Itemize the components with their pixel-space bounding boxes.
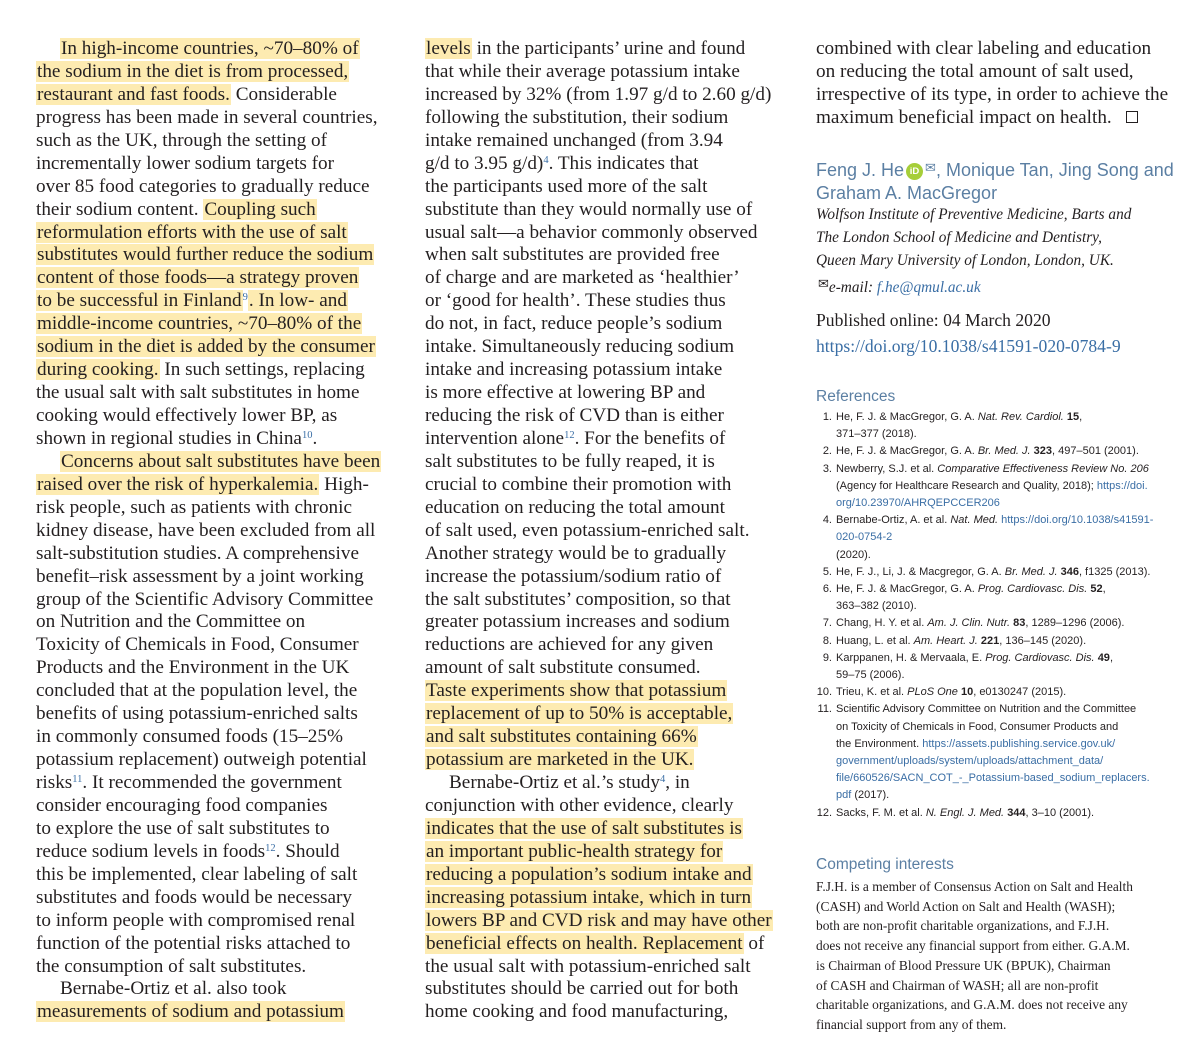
text-line <box>36 107 402 130</box>
text-line <box>36 382 402 405</box>
highlighted-text: reducing a population’s sodium intake and <box>426 863 752 885</box>
text-span: conjunction with other evidence, clearly <box>425 794 734 816</box>
affiliation-line: Queen Mary University of London, London, UK. <box>816 252 1114 269</box>
affiliation-line: Wolfson Institute of Preventive Medicine, Barts and <box>816 206 1132 223</box>
text-span: home cooking and food manufacturing, <box>425 1001 729 1023</box>
text-line <box>425 795 791 818</box>
text-line <box>425 772 791 795</box>
text-span: reducing the risk of CVD than is either <box>425 405 724 426</box>
text-span: on reducing the total amount of salt used, <box>816 60 1134 82</box>
text-line <box>425 61 791 84</box>
reference-link[interactable]: pdf <box>836 789 852 802</box>
text-line <box>425 38 791 61</box>
text-line <box>36 199 402 222</box>
text-line <box>425 382 791 405</box>
body-column-2 <box>425 38 791 1024</box>
text-span: that while their average potassium intake <box>425 60 740 82</box>
text-line <box>425 267 791 290</box>
reference-text: Bernabe-Ortiz, A. et al. Nat. Med. https://doi.org/10.1038/s41591- 020-0754-2 (2020). <box>836 514 1196 564</box>
text-line <box>36 566 402 589</box>
text-line <box>425 359 791 382</box>
text-span: increased by 32% (from 1.97 g/d to 2.60 g/d) <box>425 83 772 105</box>
text-line <box>36 634 402 657</box>
reference-number: 11. <box>817 703 832 716</box>
text-span: maximum beneficial impact on health. <box>816 106 1112 128</box>
highlighted-text: indicates that the use of salt substitutes is <box>426 817 743 839</box>
text-line <box>425 1001 791 1024</box>
text-line <box>36 153 402 176</box>
text-line <box>425 84 791 107</box>
text-span: the participants used more of the salt <box>425 175 708 197</box>
highlighted-text: . In low- and <box>248 290 347 312</box>
text-line <box>36 749 402 772</box>
text-span: Bernabe-Ortiz et al. also took <box>60 978 287 1000</box>
references-heading: References <box>816 388 896 405</box>
text-line <box>425 978 791 1001</box>
text-line <box>36 910 402 933</box>
reference-item <box>816 701 1196 804</box>
text-span: education on reducing the total amount <box>425 496 725 518</box>
highlighted-text: content of those foods—a strategy proven <box>37 267 359 289</box>
reference-link[interactable]: https://doi.org/10.1038/s41591- <box>1001 514 1154 527</box>
highlighted-text: raised over the risk of hyperkalemia. <box>37 473 319 495</box>
text-span: reduce sodium levels in foods <box>36 840 266 862</box>
text-line <box>425 956 791 979</box>
highlighted-text: lowers BP and CVD risk and may have other <box>426 909 772 931</box>
reference-number: 6. <box>822 583 832 596</box>
text-line <box>816 84 1186 107</box>
text-span: incrementally lower sodium targets for <box>36 152 335 174</box>
text-span: increase the potassium/sodium ratio of <box>425 565 722 587</box>
competing-interests-heading: Competing interests <box>816 856 954 873</box>
text-line <box>36 680 402 703</box>
email-label: e-mail: <box>828 279 877 296</box>
reference-number: 2. <box>822 445 832 458</box>
reference-text: He, F. J. & MacGregor, G. A. Nat. Rev. Cardiol. 15, 371–377 (2018). <box>836 411 1083 441</box>
text-span: do not, in fact, reduce people’s sodium <box>425 313 723 335</box>
competing-interests-line: is Chairman of Blood Pressure UK (BPUK), Chairman <box>816 957 1111 973</box>
text-line <box>425 726 791 749</box>
text-span: risk people, such as patients with chronic <box>36 496 352 518</box>
text-line <box>425 749 791 772</box>
text-line <box>36 61 402 84</box>
text-span: combined with clear labeling and education <box>816 38 1152 59</box>
highlighted-text: beneficial effects on health. Replacement <box>426 932 743 954</box>
reference-link[interactable]: https://assets.publishing.service.gov.uk/ <box>922 737 1116 750</box>
text-line <box>36 497 402 520</box>
text-span: , in <box>665 772 690 793</box>
text-line <box>425 405 791 428</box>
citation-link[interactable]: 10 <box>301 429 313 441</box>
text-line <box>36 1001 402 1024</box>
text-line <box>425 336 791 359</box>
text-line <box>36 543 402 566</box>
highlighted-text: the sodium in the diet is from processed, <box>37 60 349 82</box>
text-line <box>36 657 402 680</box>
highlighted-text: Concerns about salt substitutes have been <box>61 450 381 472</box>
text-span: of <box>743 932 765 954</box>
text-line <box>425 107 791 130</box>
author-name-he[interactable]: Feng J. He <box>816 160 905 180</box>
text-span: irrespective of its type, in order to achieve the <box>816 83 1169 105</box>
text-line <box>36 978 402 1001</box>
highlighted-text: middle-income countries, ~70–80% of the <box>37 313 362 335</box>
highlighted-text: In high-income countries, ~70–80% of <box>61 38 359 59</box>
reference-item <box>816 615 1196 632</box>
text-span: the salt substitutes’ composition, so that <box>425 588 731 610</box>
text-line <box>425 244 791 267</box>
text-span: intake and increasing potassium intake <box>425 359 723 381</box>
competing-interests-line: does not receive any financial support from either. G.A.M. <box>816 938 1130 954</box>
text-line <box>36 726 402 749</box>
reference-number: 1. <box>822 411 832 423</box>
text-line <box>425 566 791 589</box>
text-span: the usual salt with potassium-enriched salt <box>425 955 751 977</box>
text-span: salt-substitution studies. A comprehensive <box>36 542 359 564</box>
text-line <box>36 336 402 359</box>
reference-number: 12. <box>816 806 832 819</box>
text-span: the consumption of salt substitutes. <box>36 955 307 977</box>
text-line <box>36 290 402 313</box>
envelope-icon: ✉ <box>818 276 829 291</box>
reference-number: 7. <box>822 617 832 630</box>
text-line <box>425 497 791 520</box>
text-line <box>816 107 1186 130</box>
reference-text: He, F. J., Li, J. & Macgregor, G. A. Br. Med. J. 346, f1325 (2013). <box>836 565 1151 578</box>
highlighted-text: to be successful in Finland <box>37 290 242 312</box>
competing-interests-text <box>816 877 1196 1035</box>
text-span: usual salt—a behavior commonly observed <box>425 221 758 243</box>
reference-text: Chang, H. Y. et al. Am. J. Clin. Nutr. 83, 1289–1296 (2006). <box>836 617 1125 630</box>
reference-link[interactable]: org/10.23970/AHRQEPCCER206 <box>836 497 1000 510</box>
text-line <box>36 244 402 267</box>
text-span: risks <box>36 772 73 793</box>
competing-interests-line: of CASH and Chairman of WASH; all are non-profit <box>816 977 1099 993</box>
reference-text: He, F. J. & MacGregor, G. A. Br. Med. J. 323, 497–501 (2001). <box>836 445 1139 458</box>
highlighted-text: substitutes would further reduce the sodium <box>37 244 374 266</box>
text-line <box>425 910 791 933</box>
reference-number: 8. <box>822 634 832 647</box>
text-span: to inform people with compromised renal <box>36 909 356 931</box>
text-line <box>36 589 402 612</box>
highlighted-text: potassium are marketed in the UK. <box>426 749 694 771</box>
text-span: Toxicity of Chemicals in Food, Consumer <box>36 634 359 656</box>
text-span: salt substitutes to be fully reaped, it is <box>425 450 715 472</box>
text-line <box>36 176 402 199</box>
text-line <box>425 933 791 956</box>
citation-link[interactable]: 4 <box>660 774 666 785</box>
competing-interests-line: (CASH) and World Action on Salt and Health (WASH); <box>816 898 1116 914</box>
text-line <box>425 703 791 726</box>
text-line <box>425 451 791 474</box>
reference-item <box>816 409 1196 443</box>
text-span: kidney disease, have been excluded from all <box>36 519 376 541</box>
text-line <box>425 130 791 153</box>
highlighted-text: an important public-health strategy for <box>426 840 723 862</box>
highlighted-text: reformulation efforts with the use of salt <box>37 221 347 243</box>
text-span: . This indicates that <box>548 152 699 174</box>
citation-link[interactable]: 11 <box>72 774 83 785</box>
reference-item <box>816 581 1196 615</box>
text-line <box>36 222 402 245</box>
text-line <box>425 818 791 841</box>
text-span: progress has been made in several countries, <box>36 106 378 128</box>
author-list <box>816 156 1186 205</box>
text-span: consider encouraging food companies <box>36 794 328 816</box>
reference-number: 3. <box>822 462 832 475</box>
citation-link[interactable]: 12 <box>265 842 276 854</box>
text-span: function of the potential risks attached to <box>36 932 351 954</box>
text-span: cooking would effectively lower BP, as <box>36 405 338 426</box>
text-line <box>36 818 402 841</box>
text-line <box>36 474 402 497</box>
text-line <box>425 520 791 543</box>
text-span: substitutes should be carried out for both <box>425 978 739 1000</box>
reference-link[interactable]: government/uploads/system/uploads/attachment_data/ <box>836 755 1104 768</box>
text-line <box>816 61 1186 84</box>
reference-text: Karppanen, H. & Mervaala, E. Prog. Cardiovasc. Dis. 49, 59–75 (2006). <box>836 651 1113 682</box>
orcid-icon[interactable]: iD <box>906 163 923 180</box>
text-line <box>425 474 791 497</box>
text-span: in commonly consumed foods (15–25% <box>36 726 343 748</box>
text-line <box>36 887 402 910</box>
reference-number: 9. <box>822 651 832 664</box>
text-line <box>425 864 791 887</box>
text-span: or ‘good for health’. These studies thus <box>425 290 726 312</box>
text-line <box>425 153 791 176</box>
affiliation <box>816 203 1196 295</box>
reference-text: He, F. J. & MacGregor, G. A. Prog. Cardiovasc. Dis. 52, 363–382 (2010). <box>836 583 1106 613</box>
text-span: shown in regional studies in China <box>36 427 302 449</box>
text-line <box>36 520 402 543</box>
text-line <box>425 611 791 634</box>
text-span: . <box>312 427 318 449</box>
text-span: potassium replacement) outweigh potential <box>36 749 367 771</box>
text-line <box>425 313 791 336</box>
text-span: Considerable <box>230 83 337 105</box>
text-line <box>36 405 402 428</box>
reference-item <box>816 512 1196 564</box>
text-span: crucial to combine their promotion with <box>425 473 732 495</box>
text-line <box>425 290 791 313</box>
text-span: . It recommended the government <box>82 772 342 793</box>
reference-item <box>816 461 1196 513</box>
reference-number: 5. <box>822 565 832 578</box>
text-line <box>425 887 791 910</box>
text-span: following the substitution, their sodium <box>425 106 729 128</box>
reference-list <box>816 409 1196 822</box>
citation-link[interactable]: 12 <box>564 429 575 441</box>
reference-text: Huang, L. et al. Am. Heart. J. 221, 136–145 (2020). <box>836 634 1087 647</box>
text-span: this be implemented, clear labeling of salt <box>36 863 358 885</box>
text-span: such as the UK, through the setting of <box>36 129 327 151</box>
highlighted-text: levels <box>426 38 471 59</box>
text-span: the usual salt with salt substitutes in home <box>36 382 360 404</box>
text-line <box>36 38 402 61</box>
text-line <box>425 657 791 680</box>
competing-interests-line: charitable organizations, and G.A.M. does not receive any <box>816 997 1128 1013</box>
text-line <box>816 38 1186 61</box>
highlighted-text: restaurant and fast foods. <box>37 83 230 105</box>
text-span: g/d to 3.95 g/d) <box>425 152 544 174</box>
text-span: of salt used, even potassium-enriched salt. <box>425 519 750 541</box>
end-of-article-icon <box>1126 111 1138 123</box>
text-span: reductions are achieved for any given <box>425 634 714 656</box>
reference-item <box>816 564 1196 581</box>
text-span: substitute than they would normally use of <box>425 198 753 220</box>
text-span: group of the Scientific Advisory Committee <box>36 588 374 610</box>
text-line <box>36 130 402 153</box>
highlighted-text: sodium in the diet is added by the consumer <box>37 336 375 358</box>
highlighted-text: during cooking. <box>37 359 159 381</box>
reference-item <box>816 805 1196 822</box>
text-span: of charge and are marketed as ‘healthier’ <box>425 267 740 289</box>
text-span: In such settings, replacing <box>159 359 365 381</box>
reference-link[interactable]: file/660526/SACN_COT_-_Potassium-based_sodium_replacers. <box>836 772 1150 785</box>
highlighted-text: Taste experiments show that potassium <box>426 680 727 702</box>
reference-text: Trieu, K. et al. PLoS One 10, e0130247 (2015). <box>836 686 1067 699</box>
text-line <box>36 313 402 336</box>
text-line <box>36 451 402 474</box>
text-line <box>425 634 791 657</box>
reference-text: Newberry, S.J. et al. Comparative Effectiveness Review No. 206 (Agency for Healthcare Research and Quality, 2018); https://doi. org/10.23970/AHRQEPCCER206 <box>836 463 1196 513</box>
highlighted-text: replacement of up to 50% is acceptable, <box>426 703 733 725</box>
reference-item <box>816 684 1196 701</box>
text-span: High- <box>319 473 369 495</box>
text-line <box>425 199 791 222</box>
text-span: to explore the use of salt substitutes to <box>36 817 330 839</box>
text-line <box>36 864 402 887</box>
text-span: intake. Simultaneously reducing sodium <box>425 336 735 358</box>
reference-item <box>816 443 1196 460</box>
text-span: in the participants’ urine and found <box>471 38 746 59</box>
reference-number: 4. <box>822 514 832 527</box>
text-line <box>36 611 402 634</box>
competing-interests-line: financial support from any of them. <box>816 1016 1007 1032</box>
published-date: Published online: 04 March 2020 <box>816 310 1051 330</box>
text-line <box>425 680 791 703</box>
text-span: Another strategy would be to gradually <box>425 542 727 564</box>
text-span: intervention alone <box>425 427 565 449</box>
competing-interests-line: both are non-profit charitable organizations, and F.J.H. <box>816 918 1110 934</box>
text-line <box>425 176 791 199</box>
highlighted-text: measurements of sodium and potassium <box>37 1001 344 1023</box>
competing-interests-line: F.J.H. is a member of Consensus Action on Salt and Health <box>816 879 1133 894</box>
text-span: substitutes and foods would be necessary <box>36 886 353 908</box>
text-line <box>36 795 402 818</box>
highlighted-text: Coupling such <box>204 198 316 220</box>
text-span: . For the benefits of <box>574 427 726 449</box>
text-line <box>36 267 402 290</box>
author-names-line2: Graham A. MacGregor <box>816 183 998 203</box>
email-link[interactable]: f.he@qmul.ac.uk <box>876 279 981 296</box>
reference-text: Sacks, F. M. et al. N. Engl. J. Med. 344, 3–10 (2001). <box>836 806 1095 819</box>
text-span: concluded that at the population level, the <box>36 680 358 702</box>
text-span: over 85 food categories to gradually reduce <box>36 175 370 197</box>
text-span: is more effective at lowering BP and <box>425 382 706 404</box>
text-span: . Should <box>275 840 340 862</box>
text-line <box>425 543 791 566</box>
text-span: benefits of using potassium-enriched salts <box>36 703 358 725</box>
affiliation-line: The London School of Medicine and Dentistry, <box>816 229 1102 246</box>
reference-item <box>816 650 1196 684</box>
text-line <box>425 841 791 864</box>
highlighted-text: and salt substitutes containing 66% <box>426 726 697 748</box>
reference-number: 10. <box>816 686 832 699</box>
text-span: Products and the Environment in the UK <box>36 657 350 679</box>
text-span: their sodium content. <box>36 198 204 220</box>
reference-link[interactable]: https://doi. <box>1096 479 1148 492</box>
text-line <box>36 84 402 107</box>
text-line <box>36 703 402 726</box>
doi-link[interactable]: https://doi.org/10.1038/s41591-020-0784-9 <box>816 336 1121 356</box>
text-span: on Nutrition and the Committee on <box>36 611 306 633</box>
text-span: greater potassium increases and sodium <box>425 611 730 633</box>
text-span: amount of salt substitute consumed. <box>425 657 701 679</box>
text-span: Bernabe-Ortiz et al.’s study <box>449 772 660 793</box>
author-names-rest: , Monique Tan, Jing Song and <box>935 160 1174 180</box>
text-line <box>36 841 402 864</box>
citation-link[interactable]: 9 <box>242 292 248 304</box>
envelope-icon[interactable]: ✉ <box>925 160 936 175</box>
text-line <box>36 956 402 979</box>
text-line <box>36 428 402 451</box>
text-line <box>425 222 791 245</box>
text-span: when salt substitutes are provided free <box>425 244 720 266</box>
highlighted-text: increasing potassium intake, which in turn <box>426 886 752 908</box>
body-column-1 <box>36 38 402 1024</box>
citation-link[interactable]: 4 <box>543 154 549 166</box>
reference-link[interactable]: 020-0754-2 <box>836 531 893 544</box>
reference-item <box>816 633 1196 650</box>
text-line <box>36 933 402 956</box>
text-span: intake remained unchanged (from 3.94 <box>425 129 723 151</box>
text-line <box>36 359 402 382</box>
text-line <box>425 428 791 451</box>
reference-text: Scientific Advisory Committee on Nutrition and the Committee on Toxicity of Chemicals in Food, Consumer Products and the Environment. https://assets.publishing.service.gov.uk/ government/uploads/system/uploads/attachment_data/ file/660526/SACN_COT_-_Potassium-based_sodium_replacers. pdf (2017). <box>836 703 1196 804</box>
text-line <box>36 772 402 795</box>
body-column-3 <box>816 38 1186 130</box>
text-span: benefit–risk assessment by a joint working <box>36 565 364 587</box>
text-line <box>425 589 791 612</box>
